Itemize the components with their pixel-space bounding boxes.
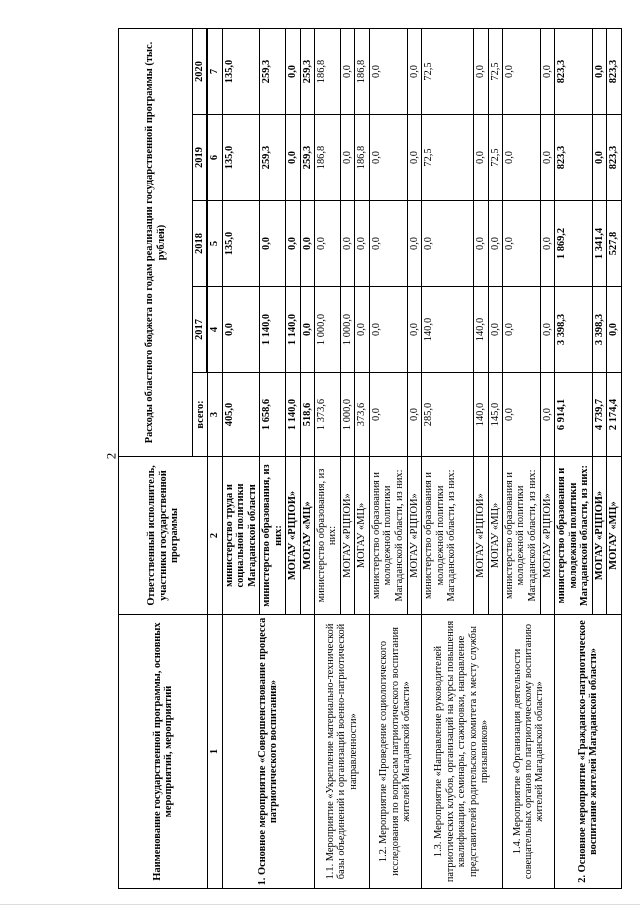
row-value: 0,0	[314, 201, 340, 287]
row-value: 0,0	[422, 201, 474, 287]
row-value: 0,0	[300, 201, 314, 287]
row-value: 0,0	[541, 201, 555, 287]
row-value: 135,0	[222, 28, 259, 114]
row-value: 0,0	[222, 287, 259, 373]
row-value: 823,3	[555, 28, 592, 114]
row-value: 0,0	[369, 201, 407, 287]
table-row	[555, 28, 592, 888]
row-value: 0,0	[488, 287, 502, 373]
row-value: 0,0	[407, 373, 421, 457]
row-value: 0,0	[407, 28, 421, 114]
row-value: 0,0	[407, 287, 421, 373]
row-value: 1 140,0	[286, 373, 300, 457]
row-value: 0,0	[503, 373, 541, 457]
row-value: 0,0	[541, 373, 555, 457]
index-cell: 2	[208, 457, 222, 615]
table-row	[422, 28, 474, 888]
row-name: 1.3. Мероприятие «Направление руководителей патриотических клубов, организаций на курсы повышения квалификации, семинары, стажировки, направление представителей родительского комитета к месту службы призывников»	[422, 615, 503, 889]
row-executor: МОГАУ «МЦ»	[355, 457, 369, 615]
table-row	[369, 28, 407, 888]
row-value: 140,0	[474, 287, 488, 373]
table-body	[222, 28, 621, 888]
table-row	[314, 28, 340, 888]
row-value: 1 000,0	[340, 373, 354, 457]
row-value: 0,0	[369, 115, 407, 201]
row-value: 0,0	[474, 201, 488, 287]
row-value: 0,0	[340, 201, 354, 287]
row-executor: МОГАУ «МЦ»	[488, 457, 502, 615]
row-value: 0,0	[369, 28, 407, 114]
row-value: 373,6	[355, 373, 369, 457]
row-value: 1 140,0	[260, 287, 286, 373]
row-value: 285,0	[422, 373, 474, 457]
row-value: 186,8	[355, 115, 369, 201]
header-year: 2020	[193, 28, 207, 114]
row-value: 0,0	[369, 373, 407, 457]
row-value: 0,0	[260, 201, 286, 287]
row-value: 72,5	[488, 28, 502, 114]
row-value: 1 000,0	[314, 287, 340, 373]
budget-table	[118, 28, 622, 889]
index-cell: 4	[208, 287, 222, 373]
row-executor: министерство образования, из них:	[314, 457, 340, 615]
row-value: 135,0	[222, 201, 259, 287]
row-value: 259,3	[260, 28, 286, 114]
row-name: 1.2. Мероприятие «Проведение социологического исследования по вопросам патриотического воспитания жителей Магаданской области»	[369, 615, 421, 889]
header-year: 2019	[193, 115, 207, 201]
row-name: 1.1. Мероприятие «Укрепление материально-технической базы объединений и организаций военно-патриотической направленности»	[314, 615, 369, 889]
index-cell: 5	[208, 201, 222, 287]
row-value: 72,5	[422, 115, 474, 201]
row-value: 140,0	[474, 373, 488, 457]
row-value: 527,8	[607, 201, 621, 287]
row-value: 0,0	[300, 287, 314, 373]
row-executor: МОГАУ «РЦПОИ»	[474, 457, 488, 615]
header-col-executor: Ответственный исполнитель, участники государственной программы	[119, 457, 208, 615]
header-year: 2018	[193, 201, 207, 287]
row-executor: МОГАУ «РЦПОИ»	[286, 457, 300, 615]
row-executor: министерство образования и молодежной политики Магаданской области, из них:	[422, 457, 474, 615]
row-value: 823,3	[607, 28, 621, 114]
row-value: 823,3	[555, 115, 592, 201]
row-value: 2 174,4	[607, 373, 621, 457]
row-value: 0,0	[488, 201, 502, 287]
row-value: 1 140,0	[286, 287, 300, 373]
row-value: 0,0	[541, 115, 555, 201]
row-name: 2. Основное мероприятие «Гражданско-патриотическое воспитание жителей Магаданской области»	[555, 615, 621, 889]
row-value: 0,0	[340, 115, 354, 201]
row-value: 0,0	[474, 115, 488, 201]
row-value: 0,0	[286, 28, 300, 114]
index-cell: 6	[208, 115, 222, 201]
row-value: 186,8	[314, 28, 340, 114]
page-number: 2	[103, 452, 119, 460]
row-value: 1 000,0	[340, 287, 354, 373]
row-value: 186,8	[314, 115, 340, 201]
row-value: 0,0	[541, 287, 555, 373]
row-value: 259,3	[300, 115, 314, 201]
row-executor: МОГАУ «РЦПОИ»	[592, 457, 606, 615]
row-value: 1 869,2	[555, 201, 592, 287]
row-value: 186,8	[355, 28, 369, 114]
row-value: 259,3	[260, 115, 286, 201]
row-value: 0,0	[503, 287, 541, 373]
row-value: 1 341,4	[592, 201, 606, 287]
row-value: 259,3	[300, 28, 314, 114]
row-value: 0,0	[474, 28, 488, 114]
row-value: 1 373,6	[314, 373, 340, 457]
row-value: 518,6	[300, 373, 314, 457]
row-value: 6 914,1	[555, 373, 592, 457]
row-executor: МОГАУ «РЦПОИ»	[407, 457, 421, 615]
row-executor: министерство образования и молодежной политики Магаданской области, из них:	[503, 457, 541, 615]
index-cell: 7	[208, 28, 222, 114]
index-cell: 1	[208, 615, 222, 889]
row-value: 72,5	[488, 115, 502, 201]
row-value: 1 658,6	[260, 373, 286, 457]
row-executor: МОГАУ «РЦПОИ»	[541, 457, 555, 615]
header-year: 2017	[193, 287, 207, 373]
row-value: 0,0	[503, 201, 541, 287]
row-value: 135,0	[222, 115, 259, 201]
header-col-name: Наименование государственной программы, основных мероприятий, мероприятий	[119, 615, 208, 889]
row-value: 0,0	[340, 28, 354, 114]
row-value: 145,0	[488, 373, 502, 457]
row-value: 0,0	[355, 201, 369, 287]
row-value: 0,0	[607, 287, 621, 373]
table-row	[222, 28, 259, 888]
row-value: 0,0	[407, 115, 421, 201]
row-value: 0,0	[503, 115, 541, 201]
row-executor: МОГАУ «РЦПОИ»	[340, 457, 354, 615]
index-cell: 3	[208, 373, 222, 457]
header-budget-group: Расходы областного бюджета по годам реализации государственной программы (тыс. рублей)	[119, 28, 193, 456]
row-value: 405,0	[222, 373, 259, 457]
row-value: 0,0	[286, 115, 300, 201]
row-value: 3 398,3	[592, 287, 606, 373]
row-value: 0,0	[592, 28, 606, 114]
row-value: 0,0	[541, 28, 555, 114]
header-total: всего:	[193, 373, 208, 457]
row-executor: министерство труда и социальной политики Магаданской области	[222, 457, 259, 615]
row-executor: МОГАУ «МЦ»	[300, 457, 314, 615]
row-name: 1.4. Мероприятие «Организация деятельности совещательных органов по патриотическому воспитанию жителей Магаданской области»	[503, 615, 555, 889]
row-value: 72,5	[422, 28, 474, 114]
row-value: 0,0	[407, 201, 421, 287]
row-value: 0,0	[592, 115, 606, 201]
row-executor: МОГАУ «МЦ»	[607, 457, 621, 615]
row-value: 823,3	[607, 115, 621, 201]
row-value: 4 739,7	[592, 373, 606, 457]
row-name: 1. Основное мероприятие «Совершенствование процесса патриотического воспитания»	[222, 615, 314, 889]
row-value: 0,0	[286, 201, 300, 287]
row-value: 0,0	[503, 28, 541, 114]
row-value: 140,0	[422, 287, 474, 373]
row-executor: министерство образования и молодежной политики Магаданской области, из них:	[555, 457, 592, 615]
rotated-table-wrapper	[118, 29, 620, 889]
row-value: 3 398,3	[555, 287, 592, 373]
row-executor: министерство образования и молодежной политики Магаданской области, из них:	[369, 457, 407, 615]
row-value: 0,0	[355, 287, 369, 373]
row-executor: министерство образования, из них:	[260, 457, 286, 615]
row-value: 0,0	[369, 287, 407, 373]
table-row	[503, 28, 541, 888]
